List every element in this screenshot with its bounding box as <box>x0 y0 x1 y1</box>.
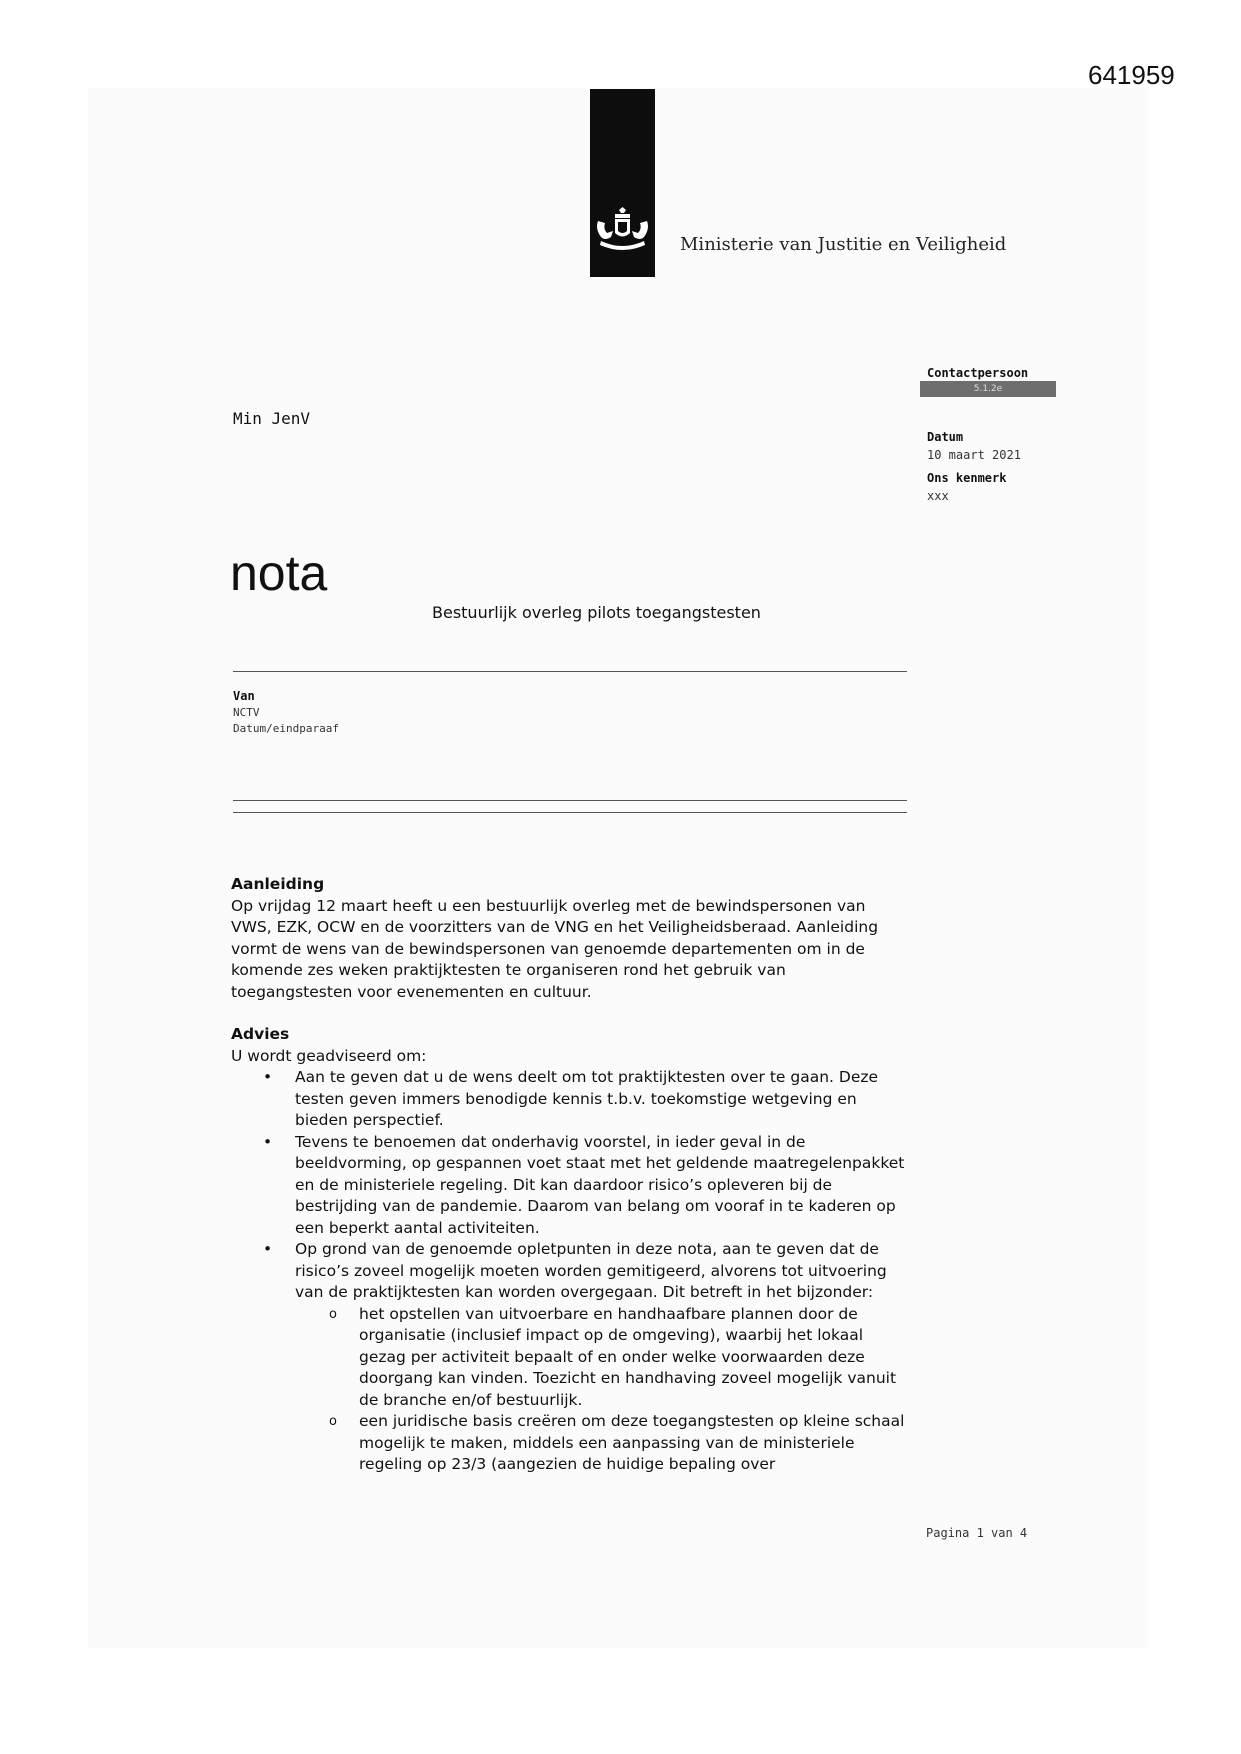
reference-value: xxx <box>927 489 949 503</box>
from-value: NCTV <box>233 706 260 719</box>
reference-label: Ons kenmerk <box>927 471 1007 485</box>
list-item: • Aan te geven dat u de wens deelt om tot praktijktesten over te gaan. Deze testen geven immers benodigde kennis t.b.v. toekomstige wetgeving en bieden perspectief. <box>231 1067 911 1132</box>
sub-list-item: o het opstellen van uitvoerbare en handhaafbare plannen door de organisatie (inclusief impact op de omgeving), waarbij het lokaal gezag per activiteit bepaalt of en onder welke voorwaarden deze doorgang kan vinden. Toezicht en handhaving zoveel mogelijk vanuit de branche en/of bestuurlijk. <box>295 1304 911 1412</box>
coat-of-arms-icon <box>593 207 652 255</box>
contact-redaction: 5.1.2e <box>920 381 1056 397</box>
date-label: Datum <box>927 430 964 444</box>
contact-label: Contactpersoon <box>927 366 1029 380</box>
document-number: 641959 <box>1088 60 1175 90</box>
list-item: • Tevens te benoemen dat onderhavig voorstel, in ieder geval in de beeldvorming, op gespannen voet staat met het geldende maatregelenpakket en de ministeriele regeling. Dit kan daardoor risico’s opleveren bij de bestrijding van de pandemie. Daarom van belang om vooraf in te kaderen op een beperkt aantal activiteiten. <box>231 1132 911 1240</box>
section-heading-advies: Advies <box>231 1025 290 1043</box>
ministry-logo <box>590 89 655 277</box>
advice-list <box>231 1067 911 1476</box>
sub-list <box>295 1304 911 1476</box>
ministry-name: Ministerie van Justitie en Veiligheid <box>680 234 1007 255</box>
page-number: Pagina 1 van 4 <box>926 1526 1028 1540</box>
from-label: Van <box>233 689 255 703</box>
list-item <box>231 1239 911 1476</box>
sidebar-contact <box>927 366 1067 380</box>
divider <box>233 812 907 813</box>
date-paraph: Datum/eindparaaf <box>233 722 339 735</box>
divider <box>233 800 907 801</box>
aanleiding-text: Op vrijdag 12 maart heeft u een bestuurlijk overleg met de bewindspersonen van VWS, EZK, OCW en de voorzitters van de VNG en het Veiligheidsberaad. Aanleiding vormt de wens van de bewindspersonen van genoemde departementen om in de komende zes weken praktijktesten te organiseren rond het gebruik van toegangstesten voor evenementen en cultuur. <box>231 896 879 1001</box>
advies-intro: U wordt geadviseerd om: <box>231 1046 427 1065</box>
section-heading-aanleiding: Aanleiding <box>231 875 325 893</box>
sub-list-item: o een juridische basis creëren om deze toegangstesten op kleine schaal mogelijk te maken, middels een aanpassing van de ministeriele regeling op 23/3 (aangezien de huidige bepaling over <box>295 1411 911 1476</box>
divider <box>233 671 907 672</box>
document-type: nota <box>230 545 328 601</box>
date-value: 10 maart 2021 <box>927 448 1021 462</box>
recipient: Min JenV <box>233 409 311 428</box>
subject: Bestuurlijk overleg pilots toegangstesten <box>432 603 761 622</box>
list-item-text: Op grond van de genoemde opletpunten in deze nota, aan te geven dat de risico’s zoveel mogelijk moeten worden gemitigeerd, alvorens tot uitvoering van de praktijktesten kan worden overgegaan. Dit betreft in het bijzonder: <box>295 1240 887 1301</box>
document-body <box>231 874 911 1476</box>
sidebar-date <box>927 430 1021 462</box>
from-block <box>233 689 339 735</box>
sidebar-reference <box>927 471 1006 503</box>
